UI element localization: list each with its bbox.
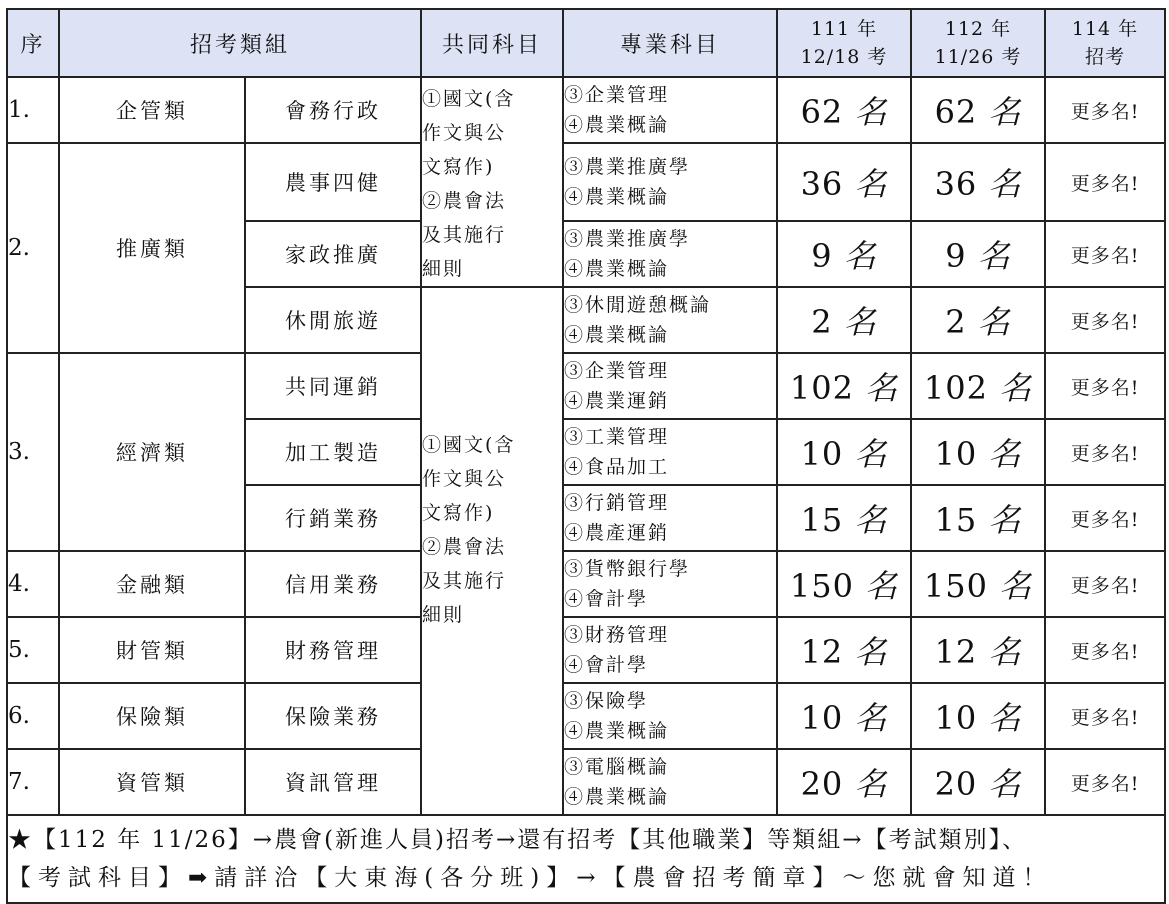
- quota-number: 9: [945, 237, 967, 275]
- row-subgroup: 資訊管理: [245, 749, 421, 815]
- professional-subject: ④農業概論: [564, 258, 670, 280]
- row-seq: 7.: [7, 749, 59, 815]
- quota-114: 更多名!: [1045, 143, 1165, 221]
- quota-114: 更多名!: [1045, 485, 1165, 551]
- row-professional-subjects: [563, 287, 777, 353]
- professional-subject: ④食品加工: [564, 456, 670, 478]
- quota-unit: 名: [977, 237, 1011, 275]
- quota-114: 更多名!: [1045, 287, 1165, 353]
- quota-number: 20: [800, 765, 844, 803]
- common-subject-line: 及其施行: [422, 570, 507, 592]
- row-professional-subjects: [563, 683, 777, 749]
- table-row: [7, 353, 1165, 419]
- common-subject-line: ②農會法: [422, 536, 507, 558]
- quota-114: 更多名!: [1045, 77, 1165, 143]
- table-row: [7, 143, 1165, 221]
- common-subjects-group-1: [421, 77, 563, 287]
- row-category: 推廣類: [59, 143, 245, 353]
- row-seq: 1.: [7, 77, 59, 143]
- row-seq: 4.: [7, 551, 59, 617]
- row-professional-subjects: [563, 221, 777, 287]
- row-seq: 3.: [7, 353, 59, 551]
- professional-subject: ③行銷管理: [564, 492, 670, 514]
- quota-unit: 名: [988, 93, 1022, 131]
- common-subject-line: 文寫作): [422, 502, 495, 524]
- quota-112: [911, 617, 1045, 683]
- quota-number: 62: [934, 93, 978, 131]
- row-seq: 2.: [7, 143, 59, 353]
- quota-unit: 名: [854, 699, 888, 737]
- header-seq: 序: [7, 9, 59, 77]
- quota-number: 2: [945, 303, 967, 341]
- quota-111: [777, 287, 911, 353]
- quota-unit: 名: [988, 435, 1022, 473]
- quota-114: 更多名!: [1045, 749, 1165, 815]
- professional-subject: ③企業管理: [564, 84, 670, 106]
- quota-unit: 名: [854, 435, 888, 473]
- quota-112: [911, 353, 1045, 419]
- header-category: 招考類組: [59, 9, 421, 77]
- quota-114: 更多名!: [1045, 221, 1165, 287]
- header-year-112-date: 11/26 考: [934, 46, 1022, 68]
- professional-subject: ③貨幣銀行學: [564, 558, 691, 580]
- professional-subject: ④農業概論: [564, 324, 670, 346]
- quota-unit: 名: [988, 501, 1022, 539]
- quota-unit: 名: [988, 765, 1022, 803]
- quota-112: [911, 287, 1045, 353]
- quota-number: 12: [934, 633, 978, 671]
- row-professional-subjects: [563, 485, 777, 551]
- row-professional-subjects: [563, 749, 777, 815]
- quota-unit: 名: [854, 765, 888, 803]
- quota-114: 更多名!: [1045, 617, 1165, 683]
- row-category: 保險類: [59, 683, 245, 749]
- exam-table-frame: [6, 8, 1164, 893]
- table-row: [7, 77, 1165, 143]
- quota-number: 15: [800, 501, 844, 539]
- row-subgroup: 行銷業務: [245, 485, 421, 551]
- quota-number: 150: [923, 567, 988, 605]
- footer-line-2: 【考試科目】➡請詳洽【大東海(各分班)】→【農會招考簡章】～您就會知道！: [8, 865, 1053, 891]
- header-year-114: [1045, 9, 1165, 77]
- quota-number: 10: [800, 435, 844, 473]
- quota-112: [911, 683, 1045, 749]
- table-row: [7, 683, 1165, 749]
- quota-unit: 名: [865, 369, 899, 407]
- professional-subject: ③休閒遊憩概論: [564, 294, 712, 316]
- professional-subject: ③電腦概論: [564, 756, 670, 778]
- professional-subject: ③農業推廣學: [564, 156, 691, 178]
- row-subgroup: 加工製造: [245, 419, 421, 485]
- row-subgroup: 共同運銷: [245, 353, 421, 419]
- common-subject-line: 及其施行: [422, 224, 507, 246]
- quota-112: [911, 419, 1045, 485]
- exam-quota-table: [6, 8, 1166, 904]
- quota-unit: 名: [988, 699, 1022, 737]
- row-professional-subjects: [563, 143, 777, 221]
- quota-number: 102: [923, 369, 988, 407]
- quota-unit: 名: [854, 501, 888, 539]
- row-subgroup: 保險業務: [245, 683, 421, 749]
- quota-114: 更多名!: [1045, 419, 1165, 485]
- quota-unit: 名: [854, 165, 888, 203]
- professional-subject: ④會計學: [564, 654, 649, 676]
- header-year-112: [911, 9, 1045, 77]
- quota-unit: 名: [854, 93, 888, 131]
- quota-unit: 名: [999, 369, 1033, 407]
- header-row: [7, 9, 1165, 77]
- professional-subject: ④農業概論: [564, 720, 670, 742]
- quota-number: 102: [789, 369, 854, 407]
- quota-unit: 名: [843, 237, 877, 275]
- quota-114: 更多名!: [1045, 683, 1165, 749]
- professional-subject: ③財務管理: [564, 624, 670, 646]
- row-category: 經濟類: [59, 353, 245, 551]
- row-professional-subjects: [563, 617, 777, 683]
- quota-number: 2: [811, 303, 833, 341]
- quota-unit: 名: [999, 567, 1033, 605]
- row-subgroup: 財務管理: [245, 617, 421, 683]
- row-professional-subjects: [563, 353, 777, 419]
- common-subject-line: 文寫作): [422, 156, 495, 178]
- quota-number: 36: [934, 165, 978, 203]
- row-category: 企管類: [59, 77, 245, 143]
- quota-111: [777, 419, 911, 485]
- quota-112: [911, 221, 1045, 287]
- header-professional-subjects: 專業科目: [563, 9, 777, 77]
- quota-unit: 名: [977, 303, 1011, 341]
- row-seq: 5.: [7, 617, 59, 683]
- row-professional-subjects: [563, 77, 777, 143]
- quota-number: 20: [934, 765, 978, 803]
- row-subgroup: 家政推廣: [245, 221, 421, 287]
- quota-number: 9: [811, 237, 833, 275]
- common-subject-line: 細則: [422, 604, 465, 626]
- quota-111: [777, 353, 911, 419]
- professional-subject: ④會計學: [564, 588, 649, 610]
- quota-number: 10: [934, 435, 978, 473]
- table-row: [7, 551, 1165, 617]
- footer-note: [7, 815, 1165, 903]
- row-category: 金融類: [59, 551, 245, 617]
- common-subject-line: 作文與公: [422, 468, 507, 490]
- professional-subject: ③工業管理: [564, 426, 670, 448]
- quota-112: [911, 749, 1045, 815]
- quota-number: 62: [800, 93, 844, 131]
- table-row: [7, 749, 1165, 815]
- quota-111: [777, 683, 911, 749]
- quota-114: 更多名!: [1045, 551, 1165, 617]
- quota-number: 15: [934, 501, 978, 539]
- professional-subject: ④農業概論: [564, 186, 670, 208]
- quota-111: [777, 77, 911, 143]
- common-subject-line: ①國文(含: [422, 434, 516, 456]
- quota-112: [911, 143, 1045, 221]
- table-row: [7, 617, 1165, 683]
- header-year-111-year: 111 年: [810, 18, 878, 40]
- quota-unit: 名: [988, 633, 1022, 671]
- row-subgroup: 休閒旅遊: [245, 287, 421, 353]
- professional-subject: ③保險學: [564, 690, 649, 712]
- header-year-114-label: 招考: [1085, 46, 1126, 68]
- common-subject-line: 細則: [422, 258, 465, 280]
- professional-subject: ③企業管理: [564, 360, 670, 382]
- row-seq: 6.: [7, 683, 59, 749]
- quota-unit: 名: [865, 567, 899, 605]
- quota-unit: 名: [854, 633, 888, 671]
- quota-unit: 名: [843, 303, 877, 341]
- quota-111: [777, 221, 911, 287]
- header-year-112-year: 112 年: [944, 18, 1012, 40]
- quota-number: 36: [800, 165, 844, 203]
- professional-subject: ④農產運銷: [564, 522, 670, 544]
- quota-number: 150: [789, 567, 854, 605]
- header-common-subjects: 共同科目: [421, 9, 563, 77]
- quota-111: [777, 485, 911, 551]
- footer-line-1: ★【112 年 11/26】→農會(新進人員)招考→還有招考【其他職業】等類組→【考試類別】、: [8, 827, 1028, 853]
- footer-row: [7, 815, 1165, 903]
- quota-unit: 名: [988, 165, 1022, 203]
- header-year-114-year: 114 年: [1071, 18, 1139, 40]
- row-professional-subjects: [563, 419, 777, 485]
- quota-111: [777, 617, 911, 683]
- professional-subject: ④農業運銷: [564, 390, 670, 412]
- quota-111: [777, 551, 911, 617]
- professional-subject: ④農業概論: [564, 786, 670, 808]
- quota-number: 10: [800, 699, 844, 737]
- row-subgroup: 農事四健: [245, 143, 421, 221]
- quota-112: [911, 485, 1045, 551]
- row-professional-subjects: [563, 551, 777, 617]
- row-category: 資管類: [59, 749, 245, 815]
- quota-114: 更多名!: [1045, 353, 1165, 419]
- common-subjects-group-2: [421, 287, 563, 815]
- row-category: 財管類: [59, 617, 245, 683]
- common-subject-line: ②農會法: [422, 190, 507, 212]
- header-year-111: [777, 9, 911, 77]
- professional-subject: ④農業概論: [564, 114, 670, 136]
- quota-number: 12: [800, 633, 844, 671]
- quota-number: 10: [934, 699, 978, 737]
- common-subject-line: ①國文(含: [422, 88, 516, 110]
- row-subgroup: 信用業務: [245, 551, 421, 617]
- row-subgroup: 會務行政: [245, 77, 421, 143]
- quota-112: [911, 551, 1045, 617]
- common-subject-line: 作文與公: [422, 122, 507, 144]
- quota-112: [911, 77, 1045, 143]
- quota-111: [777, 749, 911, 815]
- header-year-111-date: 12/18 考: [800, 46, 888, 68]
- quota-111: [777, 143, 911, 221]
- professional-subject: ③農業推廣學: [564, 228, 691, 250]
